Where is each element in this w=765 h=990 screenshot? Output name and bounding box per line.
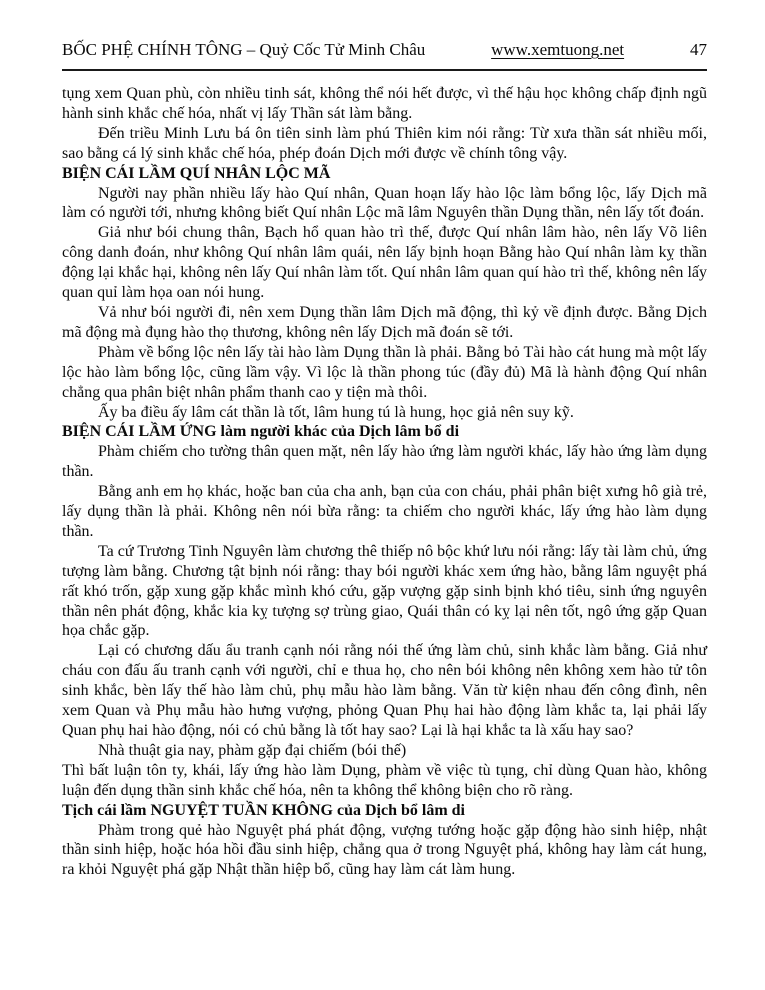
paragraph: Ấy ba điều ấy lâm cát thần là tốt, lâm hung tú là hung, học giả nên suy kỹ. [98,403,574,421]
website-link[interactable]: www.xemtuong.net [491,40,625,59]
page-body [62,84,707,880]
page-number: 47 [689,40,707,59]
paragraph: Giả như bói chung thân, Bạch hổ quan hào trì thế, được Quí nhân lâm hào, nên lấy Võ liên công danh đoán, như không Quí nhân lâm quái, nên lấy bịnh hoạn Bằng hào Quí nhân làm kỵ thần động lại khắc hại, không nên lấy Quí nhân làm tốt. Quí nhân lâm quan quí hào trì thế, không nên lấy quan quỉ làm họa oan nói hung. [62,224,707,302]
paragraph: Đến triều Minh Lưu bá ôn tiên sinh làm phú Thiên kim nói rằng: Từ xưa thần sát nhiều mối, sao bằng cá lý sinh khắc chế hóa, phép đoán Dịch mới được về chính tông vậy. [62,124,707,162]
paragraph: Người nay phần nhiều lấy hào Quí nhân, Quan hoạn lấy hào lộc làm bổng lộc, lấy Dịch mã làm có người tới, nhưng không biết Quí nhân Lộc mã lâm Nguyên thần Dụng thần, nên lấy tốt đoán. [62,184,707,222]
section-heading: BIỆN CÁI LẦM QUÍ NHÂN LỘC MÃ [62,164,331,182]
paragraph: Thì bất luận tôn ty, khái, lấy ứng hào làm Dụng, phàm về việc tù tụng, chỉ dùng Quan hào, không luận đến dụng thần sinh khắc chế hóa, nên ta không thể không biện cho rõ ràng. [62,761,707,799]
paragraph: Ta cứ Trương Tinh Nguyên làm chương thê thiếp nô bộc khứ lưu nói rằng: lấy tài làm chủ, ứng tượng làm bằng. Chương tật bịnh nói rằng: thay bói người khác xem ứng hào, bằng lâm nguyệt phá rất khó trốn, gặp xung gặp khắc mình khó cứu, gặp vượng gặp sinh bịnh khó tiêu, sinh ứng nguyên thần nên phát động, khắc kia kỵ tượng sợ trùng giao, Quái thân có kỵ lại nên tốt, ngô ứng gặp Quan họa chắc gặp. [62,542,707,640]
paragraph: Bằng anh em họ khác, hoặc ban của cha anh, bạn của con cháu, phải phân biệt xưng hô già trẻ, lấy dụng thần là phải. Không nên nói bừa rằng: ta chiếm cho người khác, lấy ứng hào làm dụng thần. [62,483,707,540]
paragraph: Phàm trong quẻ hào Nguyệt phá phát động, vượng tướng hoặc gặp động hào sinh hiệp, nhật thần sinh hiệp, hoặc hóa hồi đầu sinh hiệp, chẳng qua ở trong Nguyệt phá, không hay làm cát hung, ra khỏi Nguyệt phá gặp Nhật thần hiệp bổ, cũng hay làm cát làm hung. [62,821,707,879]
paragraph-continuation: tụng xem Quan phù, còn nhiều tinh sát, không thể nói hết được, vì thế hậu học không chấp định ngũ hành sinh khắc chế hóa, nhất vị lấy Thần sát làm bằng. [62,85,707,122]
section-heading: BIỆN CÁI LẦM ỨNG làm người khác của Dịch lâm bổ di [62,423,460,441]
book-title: BỐC PHỆ CHÍNH TÔNG – Quỷ Cốc Tử Minh Châu [62,40,426,59]
paragraph: Phàm chiếm cho tường thân quen mặt, nên lấy hào ứng làm người khác, lấy hào ứng làm dụng thần. [62,443,707,481]
paragraph: Vả như bói người đi, nên xem Dụng thần lâm Dịch mã động, thì kỷ về định được. Bằng Dịch mã động mà đụng hào thọ thương, không nên lấy Dịch mã đoán sẽ tới. [62,303,707,341]
section-heading: Tịch cái lầm NGUYỆT TUẦN KHÔNG của Dịch bổ lâm di [62,801,465,819]
paragraph: Lại có chương dấu ẩu tranh cạnh nói rằng nói thế ứng làm chủ, sinh khắc làm bằng. Giả như cháu con đấu ấu tranh cạnh với người, chỉ e thua họ, cho nên bói không nên không xem hào tử tôn sinh khắc, bèn lấy thế hào làm chủ, phụ mẫu hào làm bằng. Văn từ kiện nhau đến công đình, nên xem Quan và Phụ mẫu hào hưng vượng, phỏng Quan Phụ hai hào động làm khắc ta, lại phải lấy Quan phụ hai hào động, nói có chủ bằng là tốt hay sao? Lại là hại khắc ta là xấu hay sao? [62,642,707,739]
paragraph: Nhà thuật gia nay, phàm gặp đại chiếm (bói thế) [98,741,407,759]
paragraph: Phàm về bổng lộc nên lấy tài hào làm Dụng thần là phải. Bằng bỏ Tài hào cát hung mà một lấy lộc hào làm bổng lộc, cũng lầm vậy. Vì lộc là thần phong túc (đầy đủ) Mã là hành động Quí nhân chẳng qua phân biệt nhân phẩm thanh cao y tiện mà thôi. [62,343,707,401]
page-header [62,40,707,71]
